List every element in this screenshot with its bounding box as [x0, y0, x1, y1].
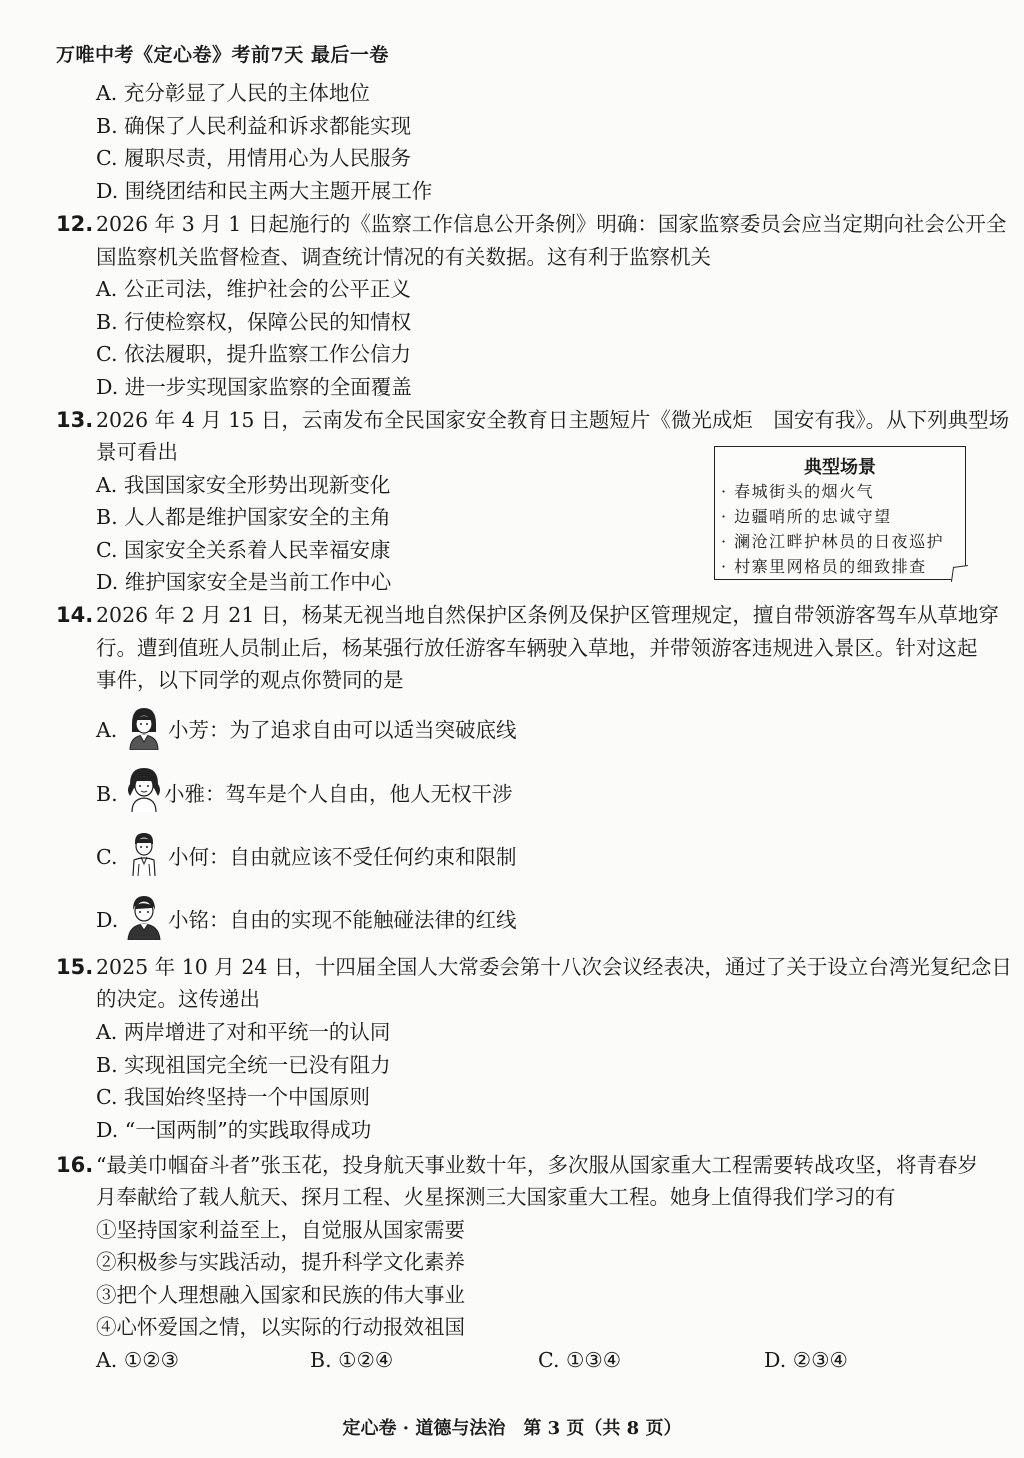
girl-avatar-icon — [124, 704, 164, 750]
q15-option-d: D. “一国两制”的实践取得成功 — [96, 1118, 372, 1142]
q15-option-c: C. 我国始终坚持一个中国原则 — [96, 1085, 370, 1109]
q15-stem-line-1: 2025 年 10 月 24 日，十四届全国人大常委会第十八次会议经表决，通过了关于设立台湾光复纪念日 — [96, 955, 1012, 979]
scene-item-2: · 边疆哨所的忠诚守望 — [721, 507, 892, 526]
q15-option-b: B. 实现祖国完全统一已没有阻力 — [96, 1053, 391, 1077]
q16-statement-3: ③把个人理想融入国家和民族的伟大事业 — [96, 1283, 465, 1307]
q14-stem-line-1: 2026 年 2 月 21 日，杨某无视当地自然保护区条例及保护区管理规定，擅自带领游客驾车从草地穿 — [96, 603, 999, 627]
q13-option-b: B. 人人都是维护国家安全的主角 — [96, 505, 391, 529]
q14-option-d-letter: D. — [96, 908, 119, 932]
q14-option-c-letter: C. — [96, 845, 118, 869]
q12-option-b: B. 行使检察权，保障公民的知情权 — [96, 310, 412, 334]
q11-option-d: D. 围绕团结和民主两大主题开展工作 — [96, 179, 433, 203]
q16-answer-b: B. ①②④ — [310, 1348, 394, 1372]
q16-statement-1: ①坚持国家利益至上，自觉服从国家需要 — [96, 1218, 465, 1242]
q16-answer-d: D. ②③④ — [764, 1348, 848, 1372]
q15-option-a: A. 两岸增进了对和平统一的认同 — [96, 1020, 391, 1044]
q14-option-c-text: 小何：自由就应该不受任何约束和限制 — [168, 845, 517, 869]
q12-number: 12. — [56, 212, 94, 236]
q12-option-d: D. 进一步实现国家监察的全面覆盖 — [96, 375, 412, 399]
q16-statement-2: ②积极参与实践活动，提升科学文化素养 — [96, 1250, 465, 1274]
q15-number: 15. — [56, 955, 94, 979]
boy-avatar-icon — [124, 830, 164, 876]
q13-option-a: A. 我国国家安全形势出现新变化 — [96, 473, 391, 497]
q14-stem-line-3: 事件，以下同学的观点你赞同的是 — [96, 668, 404, 692]
scene-item-4: · 村寨里网格员的细致排查 — [721, 557, 927, 576]
q13-option-d: D. 维护国家安全是当前工作中心 — [96, 570, 392, 594]
q16-statement-4: ④心怀爱国之情，以实际的行动报效祖国 — [96, 1315, 465, 1339]
q12-option-c: C. 依法履职，提升监察工作公信力 — [96, 342, 411, 366]
q16-stem-line-2: 月奉献给了载人航天、探月工程、火星探测三大国家重大工程。她身上值得我们学习的有 — [96, 1185, 896, 1209]
q16-answer-c: C. ①③④ — [538, 1348, 622, 1372]
q14-option-a-letter: A. — [96, 718, 118, 742]
q12-stem-line-2: 国监察机关监督检查、调查统计情况的有关数据。这有利于监察机关 — [96, 245, 711, 269]
q14-option-a-text: 小芳：为了追求自由可以适当突破底线 — [168, 718, 517, 742]
q11-option-b: B. 确保了人民利益和诉求都能实现 — [96, 114, 412, 138]
q13-number: 13. — [56, 408, 94, 432]
page-footer: 定心卷 · 道德与法治 第 3 页（共 8 页） — [342, 1418, 682, 1439]
q13-option-c: C. 国家安全关系着人民幸福安康 — [96, 538, 391, 562]
q16-answer-a: A. ①②③ — [96, 1348, 179, 1372]
q11-option-a: A. 充分彰显了人民的主体地位 — [96, 81, 370, 105]
q15-stem-line-2: 的决定。这传递出 — [96, 987, 260, 1011]
q14-option-d-text: 小铭：自由的实现不能触碰法律的红线 — [168, 908, 517, 932]
boy-jacket-avatar-icon — [124, 894, 164, 940]
q14-number: 14. — [56, 603, 94, 627]
q13-stem-line-1: 2026 年 4 月 15 日，云南发布全民国家安全教育日主题短片《微光成炬 国安有我》。从下列典型场 — [96, 408, 1010, 432]
q16-stem-line-1: “最美巾帼奋斗者”张玉花，投身航天事业数十年，多次服从国家重大工程需要转战攻坚，将青春岁 — [96, 1153, 978, 1177]
q12-stem-line-1: 2026 年 3 月 1 日起施行的《监察工作信息公开条例》明确：国家监察委员会应当定期向社会公开全 — [96, 212, 1007, 236]
page-header: 万唯中考《定心卷》考前7天 最后一卷 — [56, 44, 389, 66]
typical-scenes-title: 典型场景 — [804, 457, 876, 478]
q14-option-b-letter: B. — [96, 782, 118, 806]
q16-number: 16. — [56, 1153, 94, 1177]
scene-item-3: · 澜沧江畔护林员的日夜巡护 — [721, 532, 945, 551]
q14-option-b-text: 小雅：驾车是个人自由，他人无权干涉 — [164, 782, 513, 806]
girl-ponytail-avatar-icon — [124, 766, 164, 812]
scene-item-1: · 春城街头的烟火气 — [721, 482, 875, 501]
q14-stem-line-2: 行。遭到值班人员制止后，杨某强行放任游客车辆驶入草地，并带领游客违规进入景区。针对这起 — [96, 636, 978, 660]
q11-option-c: C. 履职尽责，用情用心为人民服务 — [96, 146, 411, 170]
q12-option-a: A. 公正司法，维护社会的公平正义 — [96, 277, 411, 301]
typical-scenes-box — [714, 446, 966, 580]
q13-stem-line-2: 景可看出 — [96, 440, 178, 464]
